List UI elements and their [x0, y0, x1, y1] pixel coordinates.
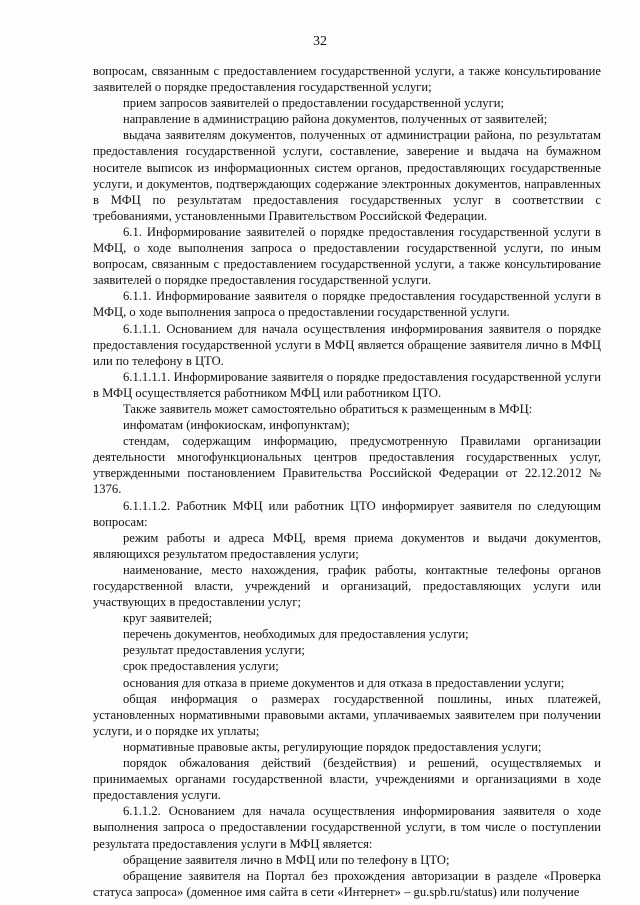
paragraph: Также заявитель может самостоятельно обратиться к размещенным в МФЦ:: [123, 401, 533, 416]
list-item: инфоматам (инфокиоскам, инфопунктам);: [123, 418, 350, 433]
section-heading-6-1-1: 6.1.1. Информирование заявителя о порядке предоставления государственной услуги в МФЦ, о ходе выполнения запроса о предоставлении государственной услуги.: [93, 289, 601, 320]
paragraph: направление в администрацию района документов, полученных от заявителей;: [123, 112, 548, 127]
clause-6-1-1-2: 6.1.1.2. Основанием для начала осуществления информирования заявителя о ходе выполнения запроса о предоставлении государственной услуги, в том числе о поступлении результата предоставления услуги в МФЦ является:: [93, 804, 601, 851]
paragraph: вопросам, связанным с предоставлением государственной услуги, а также консультирование заявителей о порядке предоставления государственной услуги;: [93, 64, 601, 95]
list-item: круг заявителей;: [123, 611, 213, 626]
paragraph: прием запросов заявителей о предоставлении государственной услуги;: [123, 96, 504, 111]
paragraph: выдача заявителям документов, полученных от администрации района, по результатам предоставления государственной услуги, составление, заверение и выдача на бумажном носителе выписок из информационных систем органов, предоставляющих государственные услуги, и документов, подтверждающих содержание электронных документов, направленных в МФЦ по результатам предоставления государственных услуг в соответствии с требованиями, установленными Правительством Российской Федерации.: [93, 128, 601, 223]
list-item: порядок обжалования действий (бездействия) и решений, осуществляемых и принимаемых органами государственной власти, учреждениями и организациями в ходе предоставления услуги.: [93, 756, 601, 803]
list-item: обращение заявителя на Портал без прохождения авторизации в разделе «Проверка статуса запроса» (доменное имя сайта в сети «Интернет» – gu.spb.ru/status) или получение: [93, 868, 601, 899]
list-item: общая информация о размерах государственной пошлины, иных платежей, установленных нормативными правовыми актами, уплачиваемых заявителем при получении услуги, и о порядке их уплаты;: [93, 691, 601, 738]
list-item: нормативные правовые акты, регулирующие порядок предоставления услуги;: [123, 739, 542, 754]
list-item: наименование, место нахождения, график работы, контактные телефоны органов государственной власти, учреждений и организаций, предоставляющих услуги или участвующих в предоставлении услуг;: [93, 562, 601, 610]
clause-6-1-1-1: 6.1.1.1. Основанием для начала осуществления информирования заявителя о порядке предоставления государственной услуги в МФЦ является обращение заявителя лично в МФЦ или по телефону в ЦТО.: [93, 321, 601, 368]
list-item: перечень документов, необходимых для предоставления услуги;: [123, 627, 469, 642]
list-item: основания для отказа в приеме документов и для отказа в предоставлении услуги;: [123, 675, 565, 690]
list-item: стендам, содержащим информацию, предусмотренную Правилами организации деятельности многофункциональных центров предоставления государственных услуг, утвержденными постановлением Правительства Российской Федерации от 22.12.2012 № 1376.: [93, 434, 601, 497]
list-item: режим работы и адреса МФЦ, время приема документов и выдачи документов, являющихся результатом предоставления услуги;: [93, 530, 601, 561]
clause-6-1-1-1-1: 6.1.1.1.1. Информирование заявителя о порядке предоставления государственной услуги в МФЦ осуществляется работником МФЦ или работником ЦТО.: [93, 369, 601, 400]
page-number: 32: [313, 34, 327, 49]
list-item: срок предоставления услуги;: [123, 659, 279, 674]
list-item: результат предоставления услуги;: [123, 643, 305, 658]
section-heading-6-1: 6.1. Информирование заявителей о порядке предоставления государственной услуги в МФЦ, о ходе выполнения запроса о предоставлении государственной услуги, по иным вопросам, связанным с предоставлением государственной услуги, а также консультирование заявителей о порядке предоставления государственной услуги.: [93, 224, 601, 288]
clause-6-1-1-1-2: 6.1.1.1.2. Работник МФЦ или работник ЦТО информирует заявителя по следующим вопросам:: [93, 498, 601, 529]
document-body: [93, 63, 601, 900]
list-item: обращение заявителя лично в МФЦ или по телефону в ЦТО;: [123, 852, 450, 867]
